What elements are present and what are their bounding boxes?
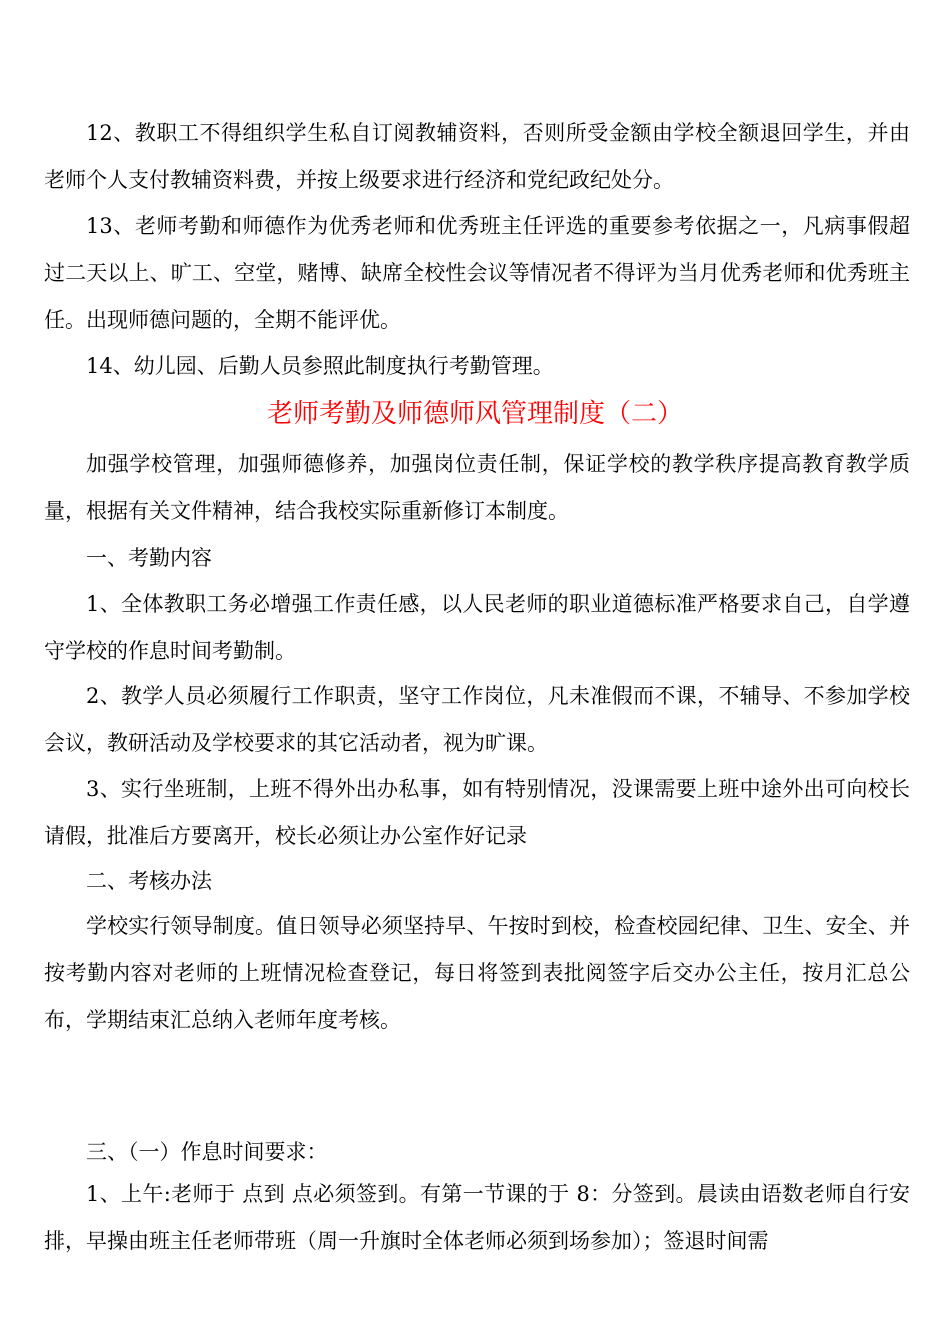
- document-title: 老师考勤及师德师风管理制度（二）: [266, 399, 683, 429]
- paragraph-12: 12、教职工不得组织学生私自订阅教辅资料，否则所受金额由学校全额退回学生，并由老师个人支付教辅资料费，并按上级要求进行经济和党纪政纪处分。: [44, 121, 910, 192]
- section-2-heading: 二、考核办法: [86, 869, 212, 893]
- intro-paragraph: 加强学校管理，加强师德修养，加强岗位责任制，保证学校的教学秩序提高教育教学质量，根据有关文件精神，结合我校实际重新修订本制度。: [44, 452, 910, 523]
- section-3-heading: 三、（一）作息时间要求：: [86, 1140, 328, 1164]
- section-2-body: 学校实行领导制度。值日领导必须坚持早、午按时到校，检查校园纪律、卫生、安全、并按考勤内容对老师的上班情况检查登记，每日将签到表批阅签字后交办公主任，按月汇总公布，学期结束汇总纳入老师年度考核。: [44, 914, 910, 1032]
- attendance-item-1: 1、全体教职工务必增强工作责任感，以人民老师的职业道德标准严格要求自己，自学遵守学校的作息时间考勤制。: [44, 592, 910, 663]
- attendance-item-2: 2、教学人员必须履行工作职责，坚守工作岗位，凡未准假而不课，不辅导、不参加学校会议，教研活动及学校要求的其它活动者，视为旷课。: [44, 684, 910, 755]
- attendance-item-3: 3、实行坐班制，上班不得外出办私事，如有特别情况，没课需要上班中途外出可向校长请假，批准后方要离开，校长必须让办公室作好记录: [44, 777, 910, 848]
- paragraph-14: 14、幼儿园、后勤人员参照此制度执行考勤管理。: [86, 354, 554, 378]
- section-3-item-1: 1、上午:老师于 点到 点必须签到。有第一节课的于 8：分签到。晨读由语数老师自行安排，早操由班主任老师带班（周一升旗时全体老师必须到场参加）；签退时间需: [44, 1182, 910, 1253]
- section-1-heading: 一、考勤内容: [86, 546, 212, 570]
- paragraph-13: 13、老师考勤和师德作为优秀老师和优秀班主任评选的重要参考依据之一，凡病事假超过二天以上、旷工、空堂，赌博、缺席全校性会议等情况者不得评为当月优秀老师和优秀班主任。出现师德问题的，全期不能评优。: [44, 214, 910, 332]
